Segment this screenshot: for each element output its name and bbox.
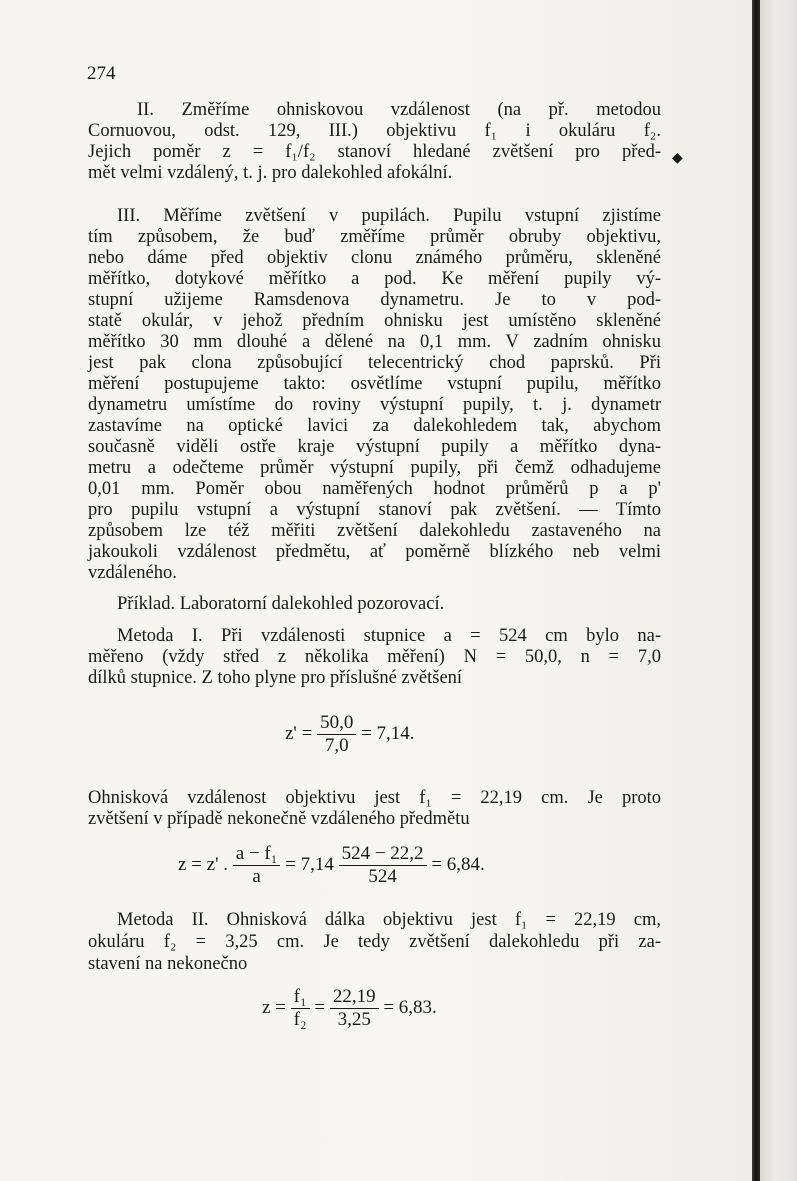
eq2-denominator-2: 524	[368, 866, 397, 887]
eq2-numerator-1: a − f₁	[233, 843, 281, 866]
text-line: Jejich poměr z = f₁/f₂ stanoví hledané zvětšení pro před-	[88, 142, 661, 162]
eq3-mid: =	[314, 996, 326, 1018]
eq1-fraction	[317, 712, 356, 757]
example-heading: Příklad. Laboratorní dalekohled pozorovací.	[117, 594, 445, 614]
text-line: mět velmi vzdálený, t. j. pro dalekohled afokální.	[88, 163, 453, 183]
eq3-fraction-2	[330, 986, 379, 1031]
text-line: metru a odečteme průměr výstupní pupily, při čemž odhadujeme	[88, 458, 661, 478]
text-line: měřítko, dotykové měřítko a pod. Ke měření pupily vý-	[88, 269, 661, 289]
text-line: dynametru umístíme do roviny výstupní pupily, t. j. dynametr	[88, 395, 661, 415]
eq3-denominator-1: f₂	[293, 1009, 307, 1030]
eq2-numerator-2: 524 − 22,2	[339, 843, 427, 866]
text-line: tím způsobem, že buď změříme průměr obruby objektivu,	[88, 227, 661, 247]
text-line: 0,01 mm. Poměr obou naměřených hodnot průměrů p a p'	[88, 479, 661, 499]
eq3-numerator-1: f₁	[291, 986, 310, 1009]
text-line: okuláru f₂ = 3,25 cm. Je tedy zvětšení dalekohledu při za-	[88, 932, 661, 952]
page-number: 274	[87, 63, 116, 84]
eq1-denominator: 7,0	[324, 735, 349, 756]
equation-2	[178, 843, 485, 888]
eq2-fraction-2	[339, 843, 427, 888]
text-line: měření postupujeme takto: osvětlíme vstupní pupilu, měřítko	[88, 374, 661, 394]
text-line: Ohnisková vzdálenost objektivu jest f₁ = 22,19 cm. Je proto	[88, 788, 661, 808]
equation-1	[285, 712, 415, 757]
eq2-denominator-1: a	[252, 866, 261, 887]
text-line: Metoda II. Ohnisková dálka objektivu jest f₁ = 22,19 cm,	[117, 910, 661, 930]
text-line: zvětšení v případě nekonečně vzdáleného předmětu	[88, 809, 470, 829]
eq2-rhs: = 6,84.	[431, 853, 485, 875]
next-page-edge	[760, 0, 797, 1181]
margin-mark: ◆	[672, 151, 683, 166]
eq3-numerator-2: 22,19	[330, 986, 379, 1009]
text-line: měřítko 30 mm dlouhé a dělené na 0,1 mm. V zadním ohnisku	[88, 332, 661, 352]
eq3-lhs: z =	[262, 996, 286, 1018]
eq3-denominator-2: 3,25	[337, 1009, 371, 1030]
text-line: statě okulár, v jehož předním ohnisku jest umístěno skleněné	[88, 311, 661, 331]
text-line: Metoda I. Při vzdálenosti stupnice a = 524 cm bylo na-	[117, 626, 661, 646]
eq1-rhs: = 7,14.	[361, 722, 415, 744]
text-line: vzdáleného.	[88, 563, 177, 583]
text-line: pro pupilu vstupní a výstupní stanoví pak zvětšení. — Tímto	[88, 500, 661, 520]
eq3-fraction-1	[291, 986, 310, 1031]
book-spine	[752, 0, 760, 1181]
text-line: způsobem lze též měřiti zvětšení dalekohledu zastaveného na	[88, 521, 661, 541]
eq2-lhs: z = z' .	[178, 853, 229, 875]
text-line: Cornuovou, odst. 129, III.) objektivu f₁ i okuláru f₂.	[88, 121, 661, 141]
text-line: stupní užijeme Ramsdenova dynametru. Je to v pod-	[88, 290, 661, 310]
text-line: stavení na nekonečno	[88, 954, 248, 974]
text-line: II. Změříme ohniskovou vzdálenost (na př. metodou	[137, 100, 661, 120]
equation-3	[262, 986, 437, 1031]
text-line: zastavíme na optické lavici za dalekohledem tak, abychom	[88, 416, 661, 436]
text-line: nebo dáme před objektiv clonu známého průměru, skleněné	[88, 248, 661, 268]
eq3-rhs: = 6,83.	[383, 996, 437, 1018]
eq1-lhs: z' =	[285, 722, 313, 744]
text-line: jest pak clona způsobující telecentrický chod paprsků. Při	[88, 353, 661, 373]
text-line: III. Měříme zvětšení v pupilách. Pupilu vstupní zjistíme	[117, 206, 661, 226]
text-line: jakoukoli vzdálenost předmětu, ať poměrně blízkého neb velmi	[88, 542, 661, 562]
text-line: dílků stupnice. Z toho plyne pro příslušné zvětšení	[88, 668, 463, 688]
text-line: současně viděli ostře kraje výstupní pupily a měřítko dyna-	[88, 437, 661, 457]
eq2-mid: = 7,14	[285, 853, 334, 875]
eq1-numerator: 50,0	[317, 712, 356, 735]
text-line: měřeno (vždy střed z několika měření) N = 50,0, n = 7,0	[88, 647, 661, 667]
eq2-fraction-1	[233, 843, 281, 888]
